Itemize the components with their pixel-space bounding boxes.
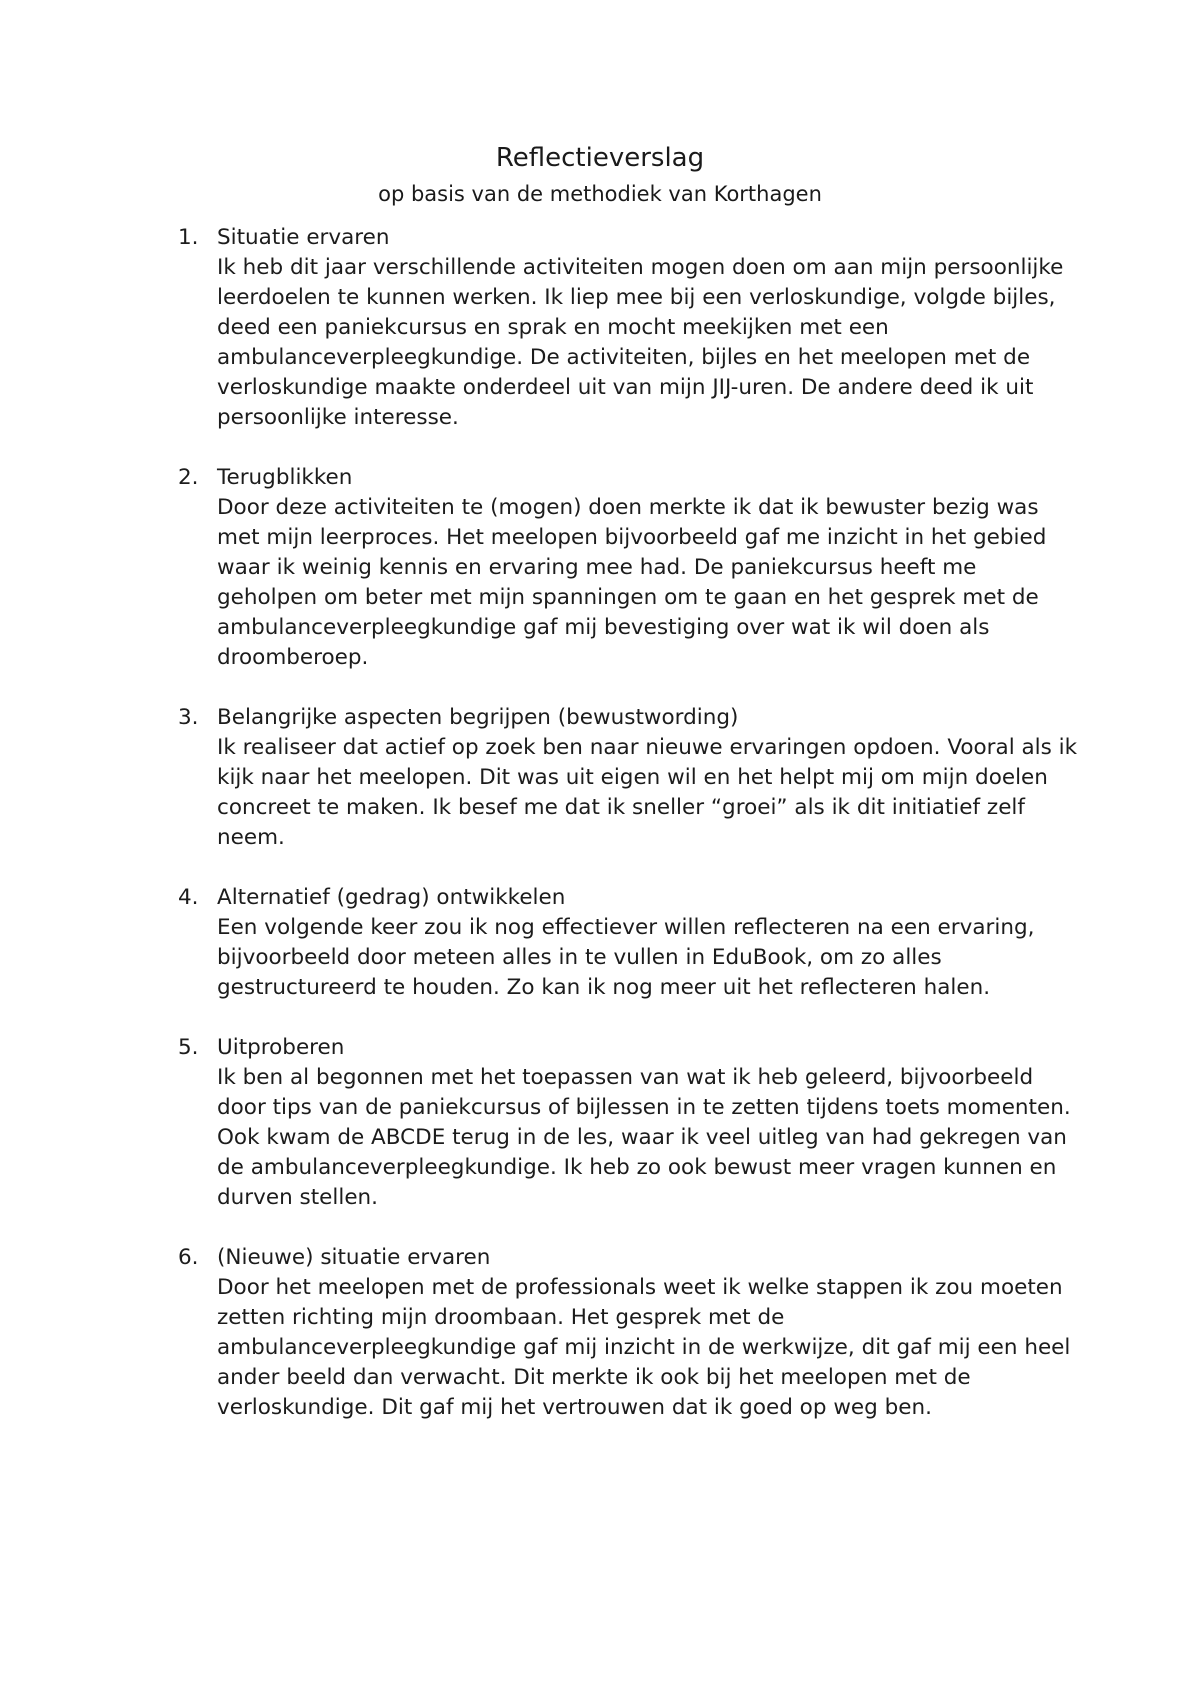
item-heading: Uitproberen — [217, 1035, 345, 1060]
item-heading: Alternatief (gedrag) ontwikkelen — [217, 885, 566, 910]
reflection-steps-list — [178, 223, 1078, 1453]
list-item — [178, 223, 1078, 433]
item-number: 1. — [178, 225, 199, 250]
item-text: Ik ben al begonnen met het toepassen van wat ik heb geleerd, bijvoorbeeld door tips van de paniekcursus of bijlessen in te zetten tijdens toets momenten. Ook kwam de ABCDE terug in de les, waar ik veel uitleg van had gekregen van de ambulanceverpleegkundige. Ik heb zo ook bewust meer vragen kunnen en durven stellen. — [217, 1065, 1071, 1210]
item-text: Door deze activiteiten te (mogen) doen merkte ik dat ik bewuster bezig was met mijn leerproces. Het meelopen bijvoorbeeld gaf me inzicht in het gebied waar ik weinig kennis en ervaring mee had. De paniekcursus heeft me geholpen om beter met mijn spanningen om te gaan en het gesprek met de ambulanceverpleegkundige gaf mij bevestiging over wat ik wil doen als droomberoep. — [217, 495, 1047, 670]
item-heading: (Nieuwe) situatie ervaren — [217, 1245, 491, 1270]
list-item — [178, 703, 1078, 853]
document-subtitle: op basis van de methodiek van Korthagen — [378, 182, 822, 206]
item-number: 4. — [178, 885, 199, 910]
item-text: Een volgende keer zou ik nog effectiever willen reflecteren na een ervaring, bijvoorbeeld door meteen alles in te vullen in EduBook, om zo alles gestructureerd te houden. Zo kan ik nog meer uit het reflecteren halen. — [217, 915, 1035, 1000]
item-heading: Belangrijke aspecten begrijpen (bewustwording) — [217, 705, 739, 730]
item-number: 3. — [178, 705, 199, 730]
list-item — [178, 463, 1078, 673]
list-item — [178, 883, 1078, 1003]
document-title: Reflectieverslag — [495, 143, 705, 173]
item-number: 6. — [178, 1245, 199, 1270]
item-text: Ik heb dit jaar verschillende activiteiten mogen doen om aan mijn persoonlijke leerdoelen te kunnen werken. Ik liep mee bij een verloskundige, volgde bijles, deed een paniekcursus en sprak en mocht meekijken met een ambulanceverpleegkundige. De activiteiten, bijles en het meelopen met de verloskundige maakte onderdeel uit van mijn JIJ-uren. De andere deed ik uit persoonlijke interesse. — [217, 255, 1064, 430]
item-number: 5. — [178, 1035, 199, 1060]
item-number: 2. — [178, 465, 199, 490]
item-text: Door het meelopen met de professionals weet ik welke stappen ik zou moeten zetten richting mijn droombaan. Het gesprek met de ambulanceverpleegkundige gaf mij inzicht in de werkwijze, dit gaf mij een heel ander beeld dan verwacht. Dit merkte ik ook bij het meelopen met de verloskundige. Dit gaf mij het vertrouwen dat ik goed op weg ben. — [217, 1275, 1071, 1420]
item-heading: Terugblikken — [217, 465, 353, 490]
item-heading: Situatie ervaren — [217, 225, 390, 250]
item-text: Ik realiseer dat actief op zoek ben naar nieuwe ervaringen opdoen. Vooral als ik kijk naar het meelopen. Dit was uit eigen wil en het helpt mij om mijn doelen concreet te maken. Ik besef me dat ik sneller “groei” als ik dit initiatief zelf neem. — [217, 735, 1078, 850]
list-item — [178, 1033, 1078, 1213]
list-item — [178, 1243, 1078, 1423]
